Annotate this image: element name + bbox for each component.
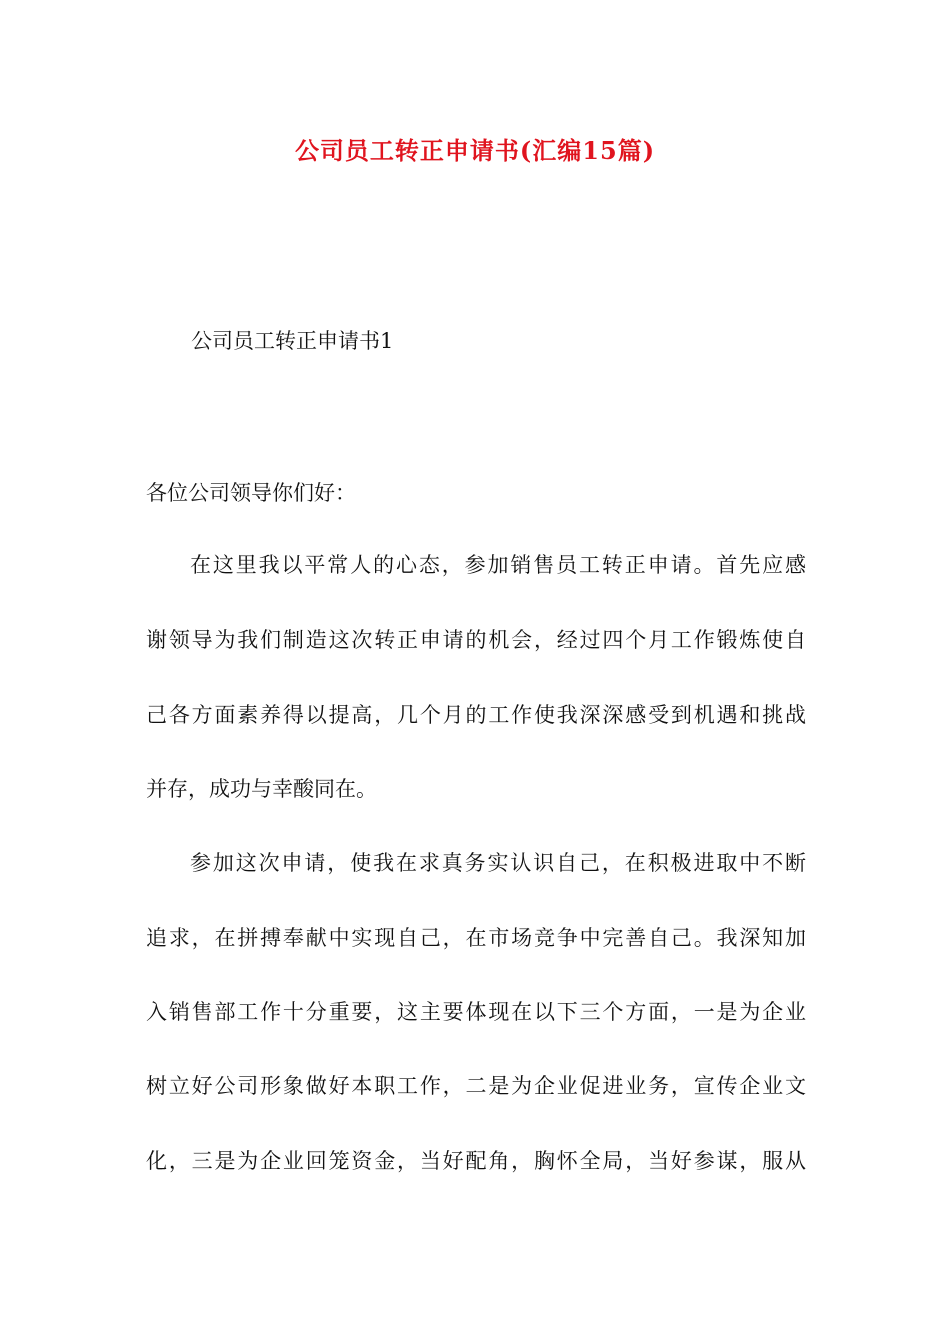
paragraph-line: 化，三是为企业回笼资金，当好配角，胸怀全局，当好参谋，服从 — [146, 1149, 806, 1173]
document-title: 公司员工转正申请书(汇编15篇) — [294, 136, 656, 165]
paragraph-line: 在这里我以平常人的心态，参加销售员工转正申请。首先应感 — [190, 553, 806, 577]
paragraph-line: 追求，在拼搏奉献中实现自己，在市场竞争中完善自己。我深知加 — [146, 926, 806, 950]
paragraph-line: 谢领导为我们制造这次转正申请的机会，经过四个月工作锻炼使自 — [146, 628, 806, 652]
salutation: 各位公司领导你们好： — [146, 481, 356, 505]
section-heading: 公司员工转正申请书1 — [191, 329, 394, 353]
paragraph-line: 参加这次申请，使我在求真务实认识自己，在积极进取中不断 — [190, 851, 806, 875]
paragraph-line: 并存，成功与幸酸同在。 — [146, 777, 377, 801]
paragraph-line: 树立好公司形象做好本职工作，二是为企业促进业务，宣传企业文 — [146, 1074, 806, 1098]
paragraph-line: 己各方面素养得以提高，几个月的工作使我深深感受到机遇和挑战 — [146, 703, 806, 727]
paragraph-line: 入销售部工作十分重要，这主要体现在以下三个方面，一是为企业 — [146, 1000, 806, 1024]
